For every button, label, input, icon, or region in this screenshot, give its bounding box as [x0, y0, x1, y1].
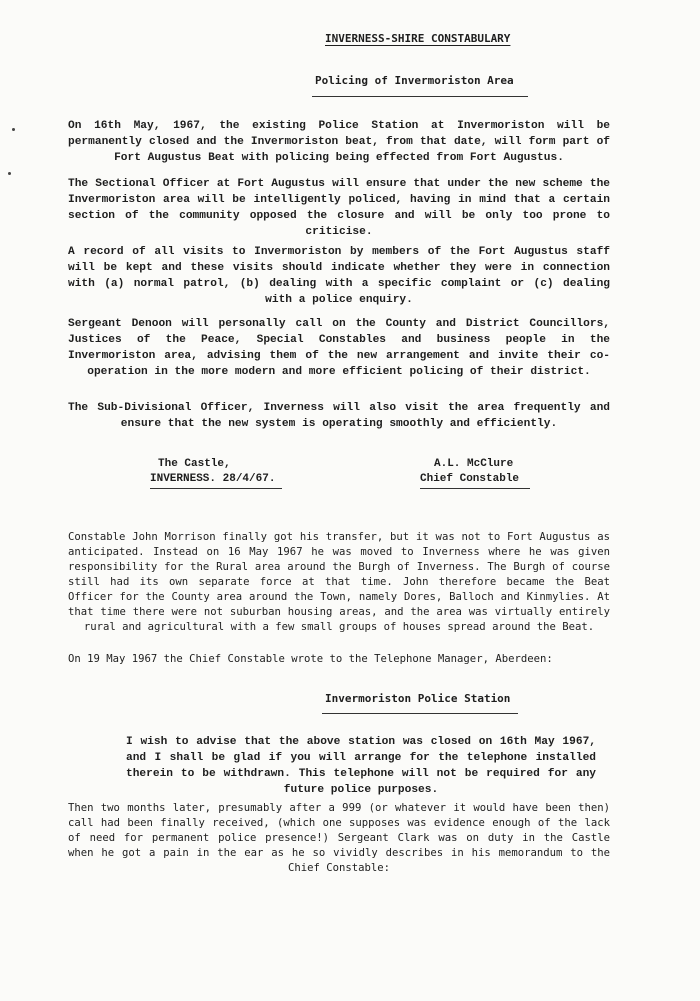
- notice-paragraph-4: Sergeant Denoon will personally call on the County and District Councillors, Justices of the Peace, Special Constables and business people in the Invermoriston area, advising them of the new arrangement and invite their co-operation in the more modern and more efficient policing of their district.: [68, 318, 610, 378]
- notice-paragraph-5: The Sub-Divisional Officer, Inverness will also visit the area frequently and ensure that the new system is operating smoothly and efficiently.: [68, 402, 610, 430]
- narrative-paragraph-1: Constable John Morrison finally got his transfer, but it was not to Fort Augustus as anticipated. Instead on 16 May 1967 he was moved to Inverness where he was given responsibility for the Rural area around the Burgh of Inverness. The Burgh of course still had its own separate force at that time. John therefore became the Beat Officer for the County area around the Town, namely Dores, Balloch and Kinmylies. At that time there were not suburban housing areas, and the area was virtually entirely rural and agricultural with a few small groups of houses spread around the Beat.: [68, 531, 610, 633]
- notice-paragraph-3: A record of all visits to Invermoriston by members of the Fort Augustus staff will be kept and these visits should indicate whether they were in connection with (a) normal patrol, (b) dealing with a specific complaint or (c) dealing with a police enquiry.: [68, 246, 610, 306]
- letter-subject-underline: [322, 713, 518, 714]
- notice-subject: Policing of Invermoriston Area: [315, 74, 514, 87]
- letter-subject: Invermoriston Police Station: [325, 692, 511, 705]
- notice-paragraph-2: The Sectional Officer at Fort Augustus will ensure that under the new scheme the Invermoriston area will be intelligently policed, having in mind that a certain section of the community opposed the closure and will be only too prone to criticise.: [68, 178, 610, 238]
- address-line-1: The Castle,: [158, 458, 231, 470]
- narrative-paragraph-2: On 19 May 1967 the Chief Constable wrote to the Telephone Manager, Aberdeen:: [68, 653, 553, 665]
- narrative-paragraph-3: Then two months later, presumably after a 999 (or whatever it would have been then) call had been finally received, (which one supposes was evidence enough of the lack of need for permanent police presence!) Sergeant Clark was on duty in the Castle when he got a pain in the ear as he so vividly describes in his memorandum to the Chief Constable:: [68, 802, 610, 874]
- signatory-name: A.L. McClure: [434, 458, 514, 470]
- notice-subject-underline: [312, 96, 528, 97]
- letter-body: I wish to advise that the above station was closed on 16th May 1967, and I shall be glad if you will arrange for the telephone installed therein to be withdrawn. This telephone will not be required for any future police purposes.: [126, 736, 596, 796]
- signatory-underline: [420, 488, 530, 489]
- address-underline: [150, 488, 282, 489]
- signatory-title: Chief Constable: [420, 473, 520, 485]
- letterhead-title: INVERNESS-SHIRE CONSTABULARY: [325, 32, 511, 45]
- scan-speck: [12, 128, 15, 131]
- scan-speck: [8, 172, 11, 175]
- notice-paragraph-1: On 16th May, 1967, the existing Police Station at Invermoriston will be permanently closed and the Invermoriston beat, from that date, will form part of Fort Augustus Beat with policing being effected from Fort Augustus.: [68, 120, 610, 164]
- address-line-2: INVERNESS. 28/4/67.: [150, 473, 276, 485]
